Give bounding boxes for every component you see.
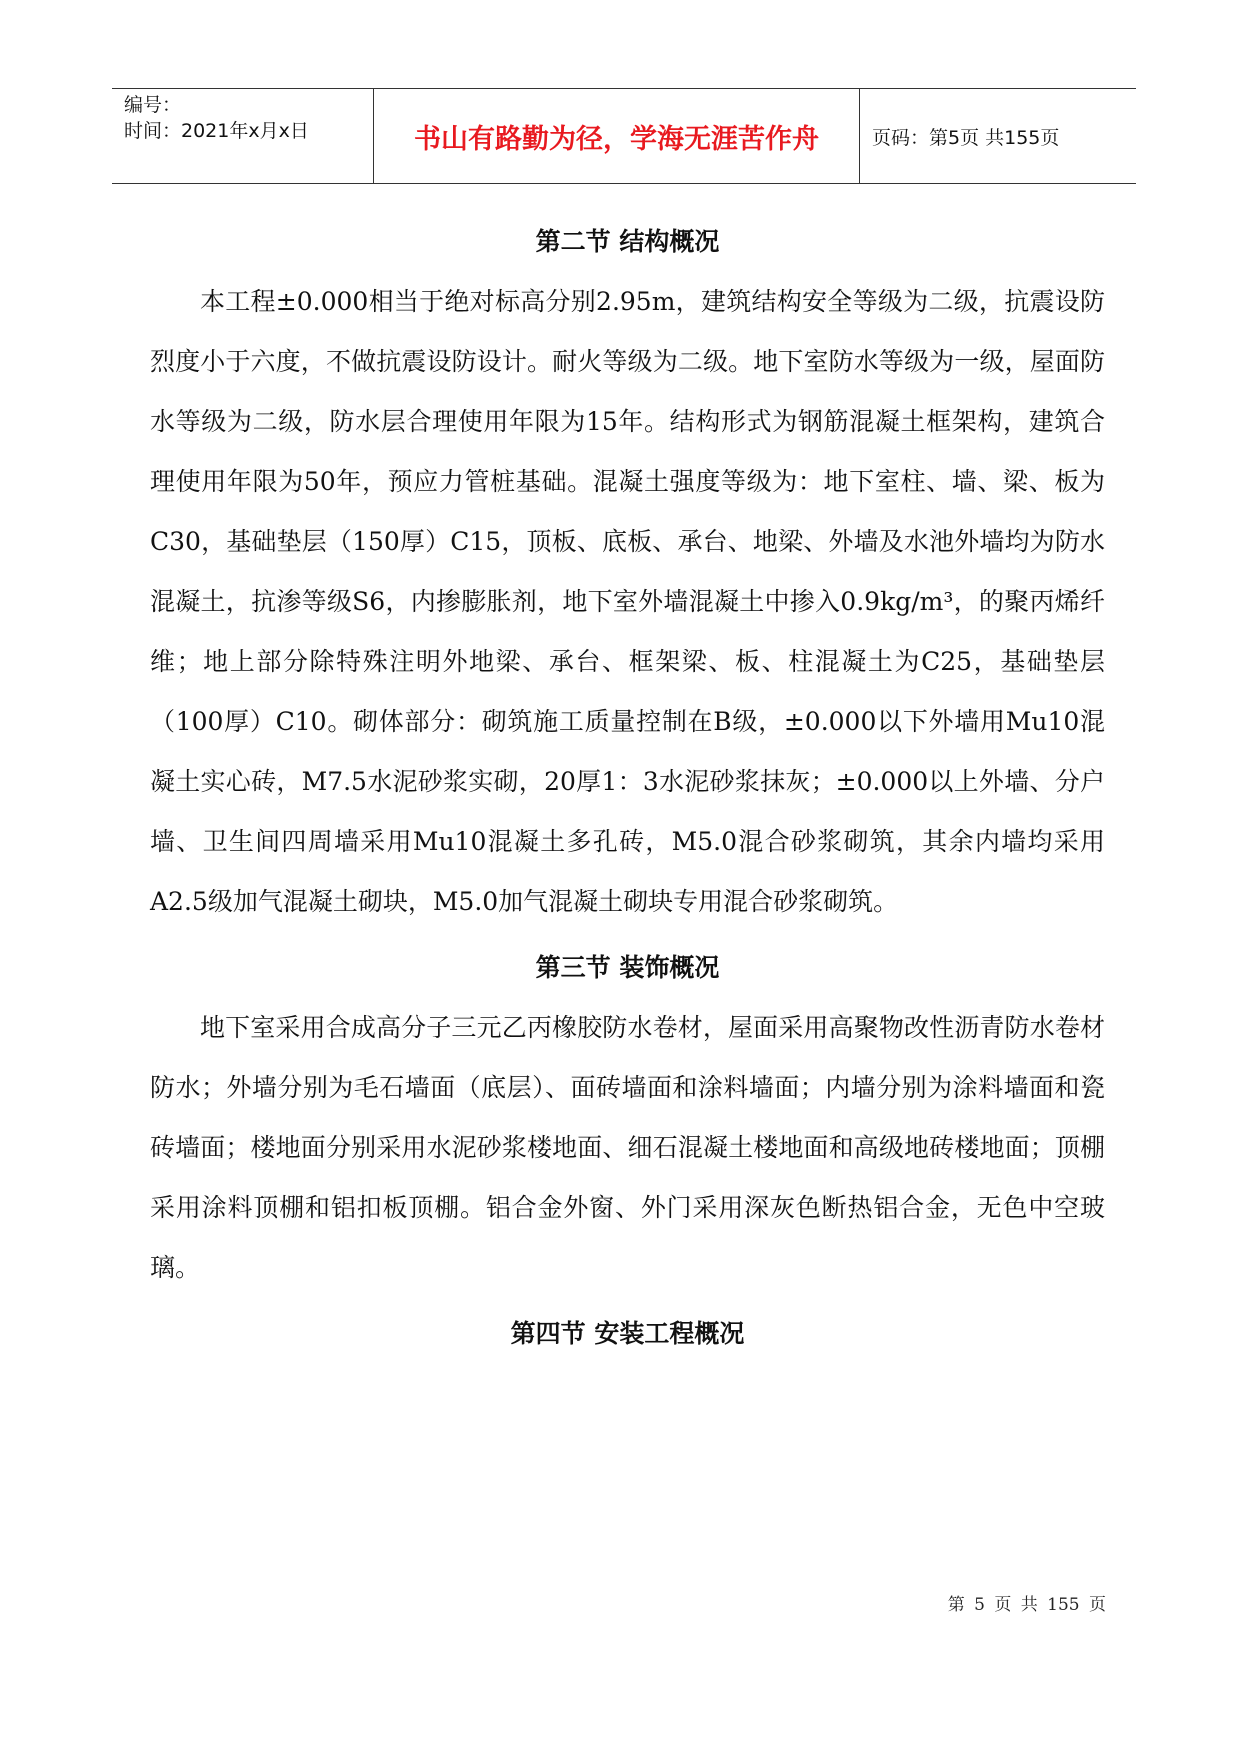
- paragraph-structure: 本工程±0.000相当于绝对标高分别2.95m，建筑结构安全等级为二级，抗震设防烈度小于六度，不做抗震设防设计。耐火等级为二级。地下室防水等级为一级，屋面防水等级为二级，防水层合理使用年限为15年。结构形式为钢筋混凝土框架构，建筑合理使用年限为50年，预应力管桩基础。混凝土强度等级为：地下室柱、墙、梁、板为C30，基础垫层（150厚）C15，顶板、底板、承台、地梁、外墙及水池外墙均为防水混凝土，抗渗等级S6，内掺膨胀剂，地下室外墙混凝土中掺入0.9kg/m³，的聚丙烯纤维；地上部分除特殊注明外地梁、承台、框架梁、板、柱混凝土为C25，基础垫层（100厚）C10。砌体部分：砌筑施工质量控制在B级，±0.000以下外墙用Mu10混凝土实心砖，M7.5水泥砂浆实砌，20厚1：3水泥砂浆抹灰；±0.000以上外墙、分户墙、卫生间四周墙采用Mu10混凝土多孔砖，M5.0混合砂浆砌筑，其余内墙均采用A2.5级加气混凝土砌块，M5.0加气混凝土砌块专用混合砂浆砌筑。: [150, 287, 1105, 916]
- paragraph-decoration: 地下室采用合成高分子三元乙丙橡胶防水卷材，屋面采用高聚物改性沥青防水卷材防水；外墙分别为毛石墙面（底层）、面砖墙面和涂料墙面；内墙分别为涂料墙面和瓷砖墙面；楼地面分别采用水泥砂浆楼地面、细石混凝土楼地面和高级地砖楼地面；顶棚采用涂料顶棚和铝扣板顶棚。铝合金外窗、外门采用深灰色断热铝合金，无色中空玻璃。: [150, 1013, 1105, 1282]
- header-meta: [112, 89, 374, 183]
- section-heading-installation: 第四节 安装工程概况: [510, 1319, 745, 1348]
- header-page-info: 页码：第5页 共155页: [872, 126, 1060, 149]
- serial-label: 编号：: [124, 94, 182, 116]
- section-heading-structure: 第二节 结构概况: [535, 227, 720, 256]
- page-footer: 第 5 页 共 155 页: [947, 1595, 1106, 1615]
- section-heading-decoration: 第三节 装饰概况: [535, 953, 720, 982]
- header-motto: 书山有路勤为径，学海无涯苦作舟: [374, 89, 860, 183]
- time-label: 时间：2021年x月x日: [124, 120, 309, 142]
- document-body: [150, 212, 1105, 1364]
- page-header: [112, 88, 1136, 184]
